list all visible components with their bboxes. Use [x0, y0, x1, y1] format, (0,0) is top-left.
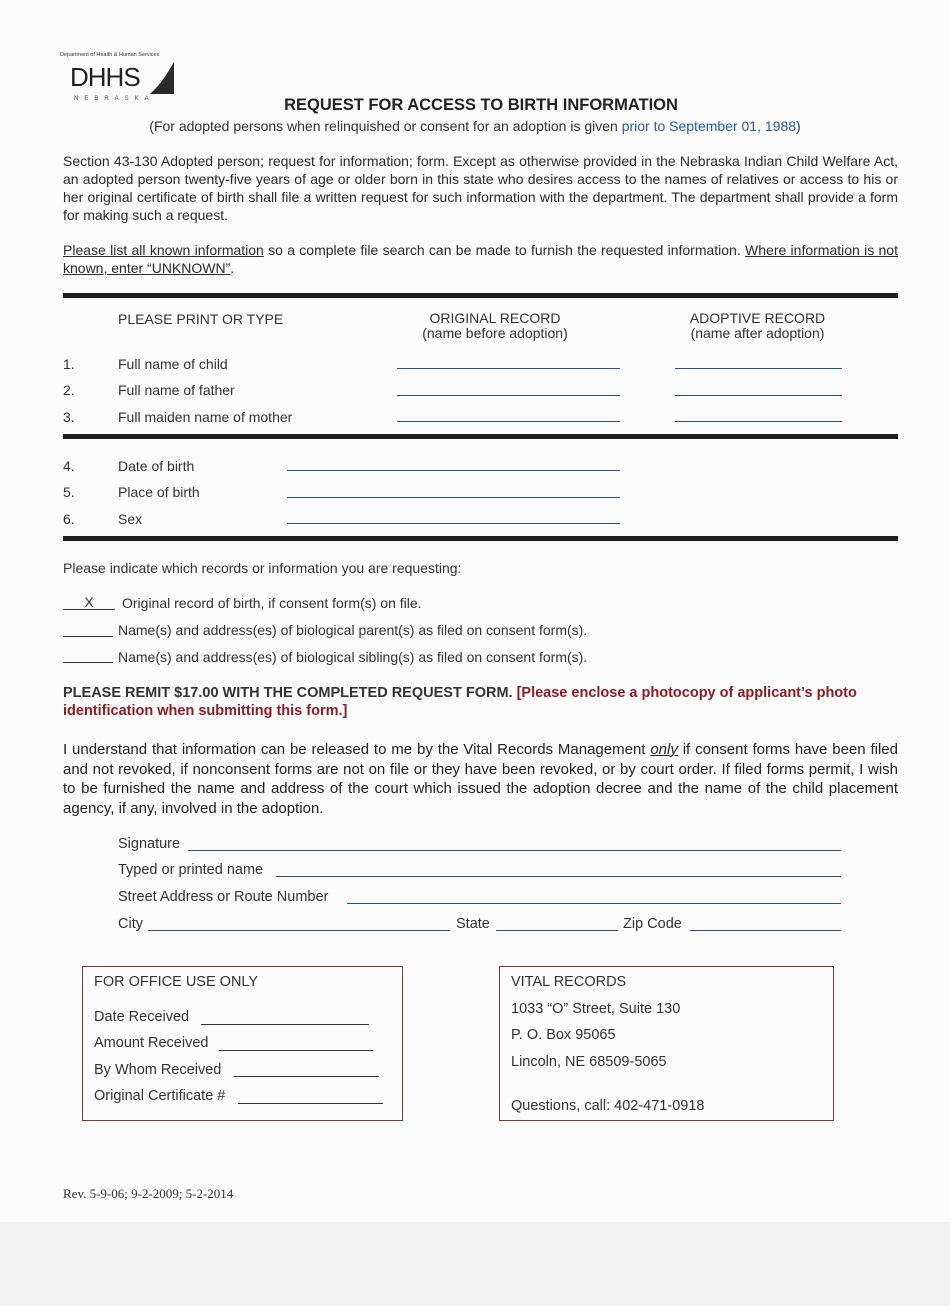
subtitle-date: prior to September 01, 1988 [621, 118, 797, 134]
instructions-part3: Where information is not known, enter “UNKNOWN” [63, 242, 898, 276]
zip-code-field[interactable] [690, 930, 841, 931]
typed-name-field[interactable] [276, 876, 841, 877]
subtitle-prefix: (For adopted persons when relinquished or consent for an adoption is given [149, 118, 622, 134]
original-certificate-field[interactable] [238, 1103, 383, 1104]
city-label: City [118, 916, 143, 932]
state-label: State [456, 916, 490, 932]
amount-received-label: Amount Received [94, 1035, 209, 1051]
typed-name-label: Typed or printed name [118, 862, 264, 878]
signature-field[interactable] [188, 850, 841, 851]
vital-records-street: 1033 “O” Street, Suite 130 [511, 1001, 681, 1017]
father-name-original-field[interactable] [397, 395, 620, 396]
remit-notice [63, 684, 898, 720]
signature-label: Signature [118, 836, 181, 852]
vital-records-pobox: P. O. Box 95065 [511, 1027, 616, 1043]
by-whom-received-label: By Whom Received [94, 1062, 222, 1078]
vital-records-title: VITAL RECORDS [511, 974, 627, 990]
col-header-adoptive [665, 311, 850, 341]
statement-after: if consent forms have been filed and not revoked, if nonconsent forms are not on file or they have been revoked, or by court order. If filed forms permit, I wish to be furnished the name and address of the court which issued the adoption decree and the name of the child placement agency, if any, involved in the adoption. [63, 741, 898, 817]
instructions-part1: Please list all known information [63, 242, 264, 258]
option-original-record-label: Original record of birth, if consent form(s) on file. [122, 595, 422, 611]
row-number: 3. [63, 409, 75, 425]
place-of-birth-field[interactable] [287, 497, 620, 498]
option-siblings-checkbox[interactable] [63, 662, 113, 663]
statement-before: I understand that information can be released to me by the Vital Records Management [63, 741, 651, 758]
logo-name: DHHS [70, 62, 140, 92]
form-title: REQUEST FOR ACCESS TO BIRTH INFORMATION [284, 96, 678, 114]
col-original-title: ORIGINAL RECORD [429, 310, 561, 326]
section-rule-middle [63, 434, 898, 439]
office-use-box [82, 966, 403, 1121]
row-label-child-name: Full name of child [118, 356, 228, 372]
section-rule-bottom [63, 536, 898, 541]
amount-received-field[interactable] [219, 1050, 373, 1051]
option-parents-label: Name(s) and address(es) of biological parent(s) as filed on consent form(s). [118, 622, 588, 638]
remit-fee-text: PLEASE REMIT $17.00 WITH THE COMPLETED REQUEST FORM. [63, 685, 517, 701]
row-label-sex: Sex [118, 511, 143, 527]
page-bottom-margin [0, 1222, 950, 1306]
col-adoptive-title: ADOPTIVE RECORD [689, 310, 826, 326]
office-use-title: FOR OFFICE USE ONLY [94, 974, 259, 990]
row-number: 4. [63, 458, 75, 474]
vital-records-box [499, 966, 834, 1121]
by-whom-received-field[interactable] [234, 1076, 379, 1077]
row-label-mother-name: Full maiden name of mother [118, 409, 293, 425]
original-certificate-label: Original Certificate # [94, 1088, 226, 1104]
revision-dates: Rev. 5-9-06; 9-2-2009; 5-2-2014 [63, 1186, 234, 1201]
statement-emphasis: only [650, 741, 678, 758]
row-number: 2. [63, 382, 75, 398]
vital-records-city: Lincoln, NE 68509-5065 [511, 1054, 667, 1070]
vital-records-phone: Questions, call: 402-471-0918 [511, 1098, 705, 1114]
option-parents-checkbox[interactable] [63, 636, 113, 637]
father-name-adoptive-field[interactable] [675, 395, 842, 396]
date-received-field[interactable] [201, 1024, 369, 1025]
city-field[interactable] [148, 930, 450, 931]
date-received-label: Date Received [94, 1009, 190, 1025]
logo-department-text: Department of Health & Human Services [60, 52, 160, 58]
sex-field[interactable] [287, 523, 620, 524]
form-subtitle [0, 118, 950, 134]
option-siblings-label: Name(s) and address(es) of biological sibling(s) as filed on consent form(s). [118, 649, 588, 665]
row-number: 1. [63, 356, 75, 372]
logo-state: NEBRASKA [74, 96, 155, 102]
street-address-label: Street Address or Route Number [118, 889, 329, 905]
date-of-birth-field[interactable] [287, 470, 620, 471]
street-address-field[interactable] [347, 903, 841, 904]
subtitle-suffix: ) [796, 118, 801, 134]
col-header-print: PLEASE PRINT OR TYPE [118, 311, 284, 327]
release-statement [63, 740, 898, 818]
statute-paragraph: Section 43-130 Adopted person; request for information; form. Except as otherwise provided in the Nebraska Indian Child Welfare Act, an adopted person twenty-five years of age or older born in this state who desires access to the names of relatives or access to his or her original certificate of birth shall file a written request for such information with the department. The department shall provide a form for making such a request. [63, 153, 898, 223]
col-header-original [390, 311, 600, 341]
row-label-father-name: Full name of father [118, 382, 235, 398]
col-adoptive-sub: (name after adoption) [690, 325, 825, 341]
col-original-sub: (name before adoption) [422, 325, 568, 341]
instructions-part2: so a complete file search can be made to furnish the requested information. [263, 242, 746, 258]
mother-name-original-field[interactable] [397, 421, 620, 422]
option-original-record-checkbox[interactable]: X [63, 595, 115, 610]
row-label-date-of-birth: Date of birth [118, 458, 195, 474]
row-label-place-of-birth: Place of birth [118, 484, 200, 500]
zip-code-label: Zip Code [623, 916, 682, 932]
instructions-paragraph [63, 241, 898, 277]
section-rule-top [63, 293, 898, 298]
row-number: 5. [63, 484, 75, 500]
state-field[interactable] [496, 930, 618, 931]
child-name-original-field[interactable] [397, 368, 620, 369]
request-prompt: Please indicate which records or information you are requesting: [63, 560, 462, 576]
child-name-adoptive-field[interactable] [675, 368, 842, 369]
row-number: 6. [63, 511, 75, 527]
instructions-part4: . [230, 260, 235, 276]
logo-swoosh-icon [148, 60, 176, 96]
mother-name-adoptive-field[interactable] [675, 421, 842, 422]
remit-photo-id-text: [Please enclose a photocopy of applicant’s photo identification when submitting this form.] [63, 685, 857, 719]
